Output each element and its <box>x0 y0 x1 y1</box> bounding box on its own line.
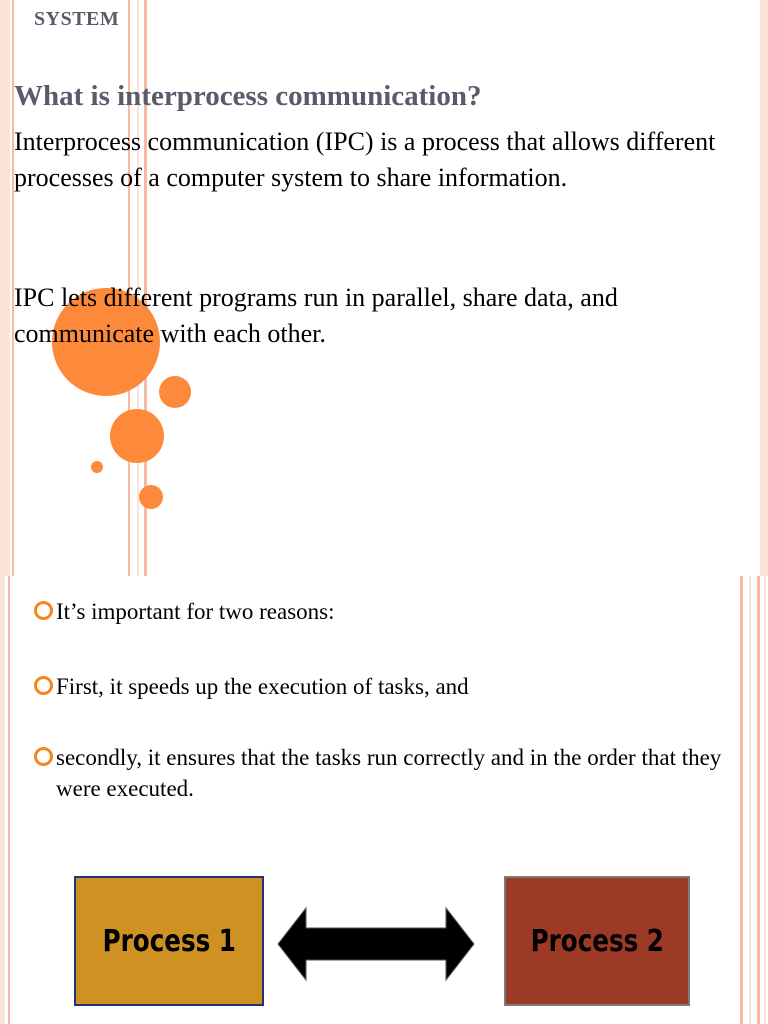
circle-bullet-icon <box>34 676 53 695</box>
circle-bullet-icon <box>34 601 53 620</box>
bullet-text: secondly, it ensures that the tasks run correctly and in the order that they were executed. <box>56 745 722 801</box>
process-1-label: Process 1 <box>102 923 236 959</box>
decor-line <box>749 576 751 1024</box>
left-decor-band <box>0 576 5 1024</box>
slide-2 <box>0 576 768 1024</box>
decor-line <box>757 576 760 1024</box>
double-headed-arrow-icon <box>276 906 476 982</box>
bullet-item <box>34 671 734 702</box>
process-2-box <box>504 876 690 1006</box>
decor-line <box>8 576 10 1024</box>
decor-circle <box>110 409 164 463</box>
left-decor-band <box>0 0 10 576</box>
bullet-item <box>34 596 734 627</box>
decor-line <box>740 576 743 1024</box>
process-2-label: Process 2 <box>530 923 664 959</box>
right-decor-band <box>760 0 768 576</box>
slide-title-partial: SYSTEM <box>34 8 120 30</box>
decor-circle <box>139 485 163 509</box>
decor-line <box>764 576 766 1024</box>
decor-circle <box>159 376 191 408</box>
bullet-text: First, it speeds up the execution of tasks, and <box>56 674 469 699</box>
circle-bullet-icon <box>34 747 53 766</box>
ipc-benefit-paragraph: IPC lets different programs run in parallel, share data, and communicate with each other. <box>14 283 618 348</box>
slide-heading: What is interprocess communication? <box>14 80 482 112</box>
bullet-text: It’s important for two reasons: <box>56 599 335 624</box>
decor-circle-small <box>91 461 103 473</box>
process-1-box <box>74 876 264 1006</box>
bullet-item <box>34 742 734 804</box>
ipc-definition-paragraph: Interprocess communication (IPC) is a process that allows different processes of a computer system to share information. <box>14 127 716 192</box>
